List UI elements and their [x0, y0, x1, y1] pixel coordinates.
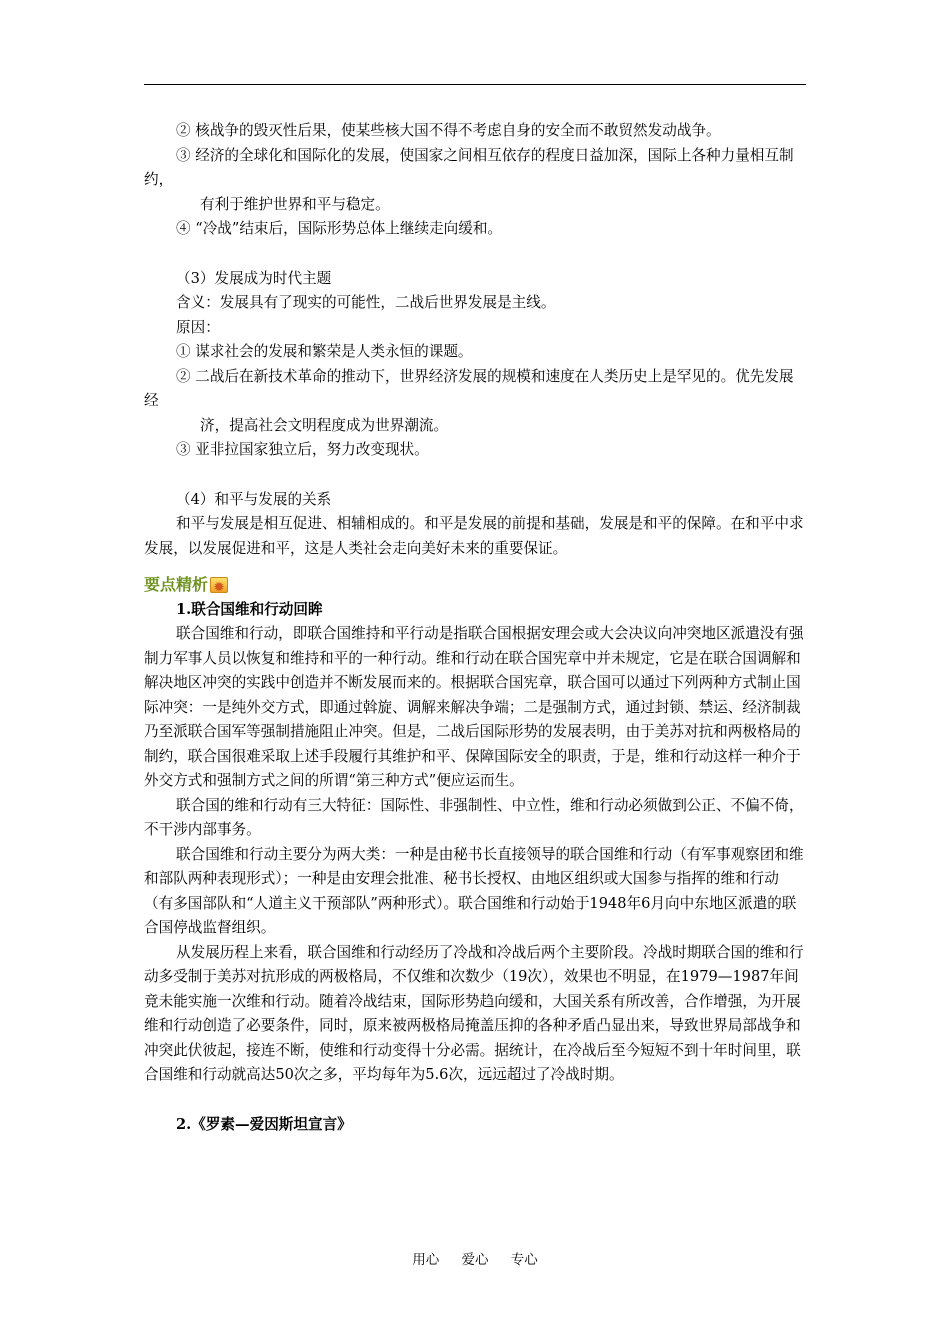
- paragraph: ④ “冷战”结束后，国际形势总体上继续走向缓和。: [176, 220, 503, 237]
- paragraph: ① 谋求社会的发展和繁荣是人类永恒的课题。: [176, 343, 473, 360]
- key-points-label: 要点精析: [144, 575, 209, 594]
- paragraph: ② 二战后在新技术革命的推动下，世界经济发展的规模和速度在人类历史上是罕见的。优先发展经: [144, 367, 794, 409]
- paragraph: 联合国维和行动，即联合国维持和平行动是指联合国根据安理会或大会决议向冲突地区派遣没有强制力军事人员以恢复和维持和平的一种行动。维和行动在联合国宪章中并未规定，它是在联合国调解和解决地区冲突的实践中创造并不断发展而来的。根据联合国宪章，联合国可以通过下列两种方式制止国际冲突：一是纯外交方式，即通过斡旋、调解来解决争端；二是强制方式，通过封锁、禁运、经济制裁乃至派联合国军等强制措施阻止冲突。但是，二战后国际形势的发展表明，由于美苏对抗和两极格局的制约，联合国很难采取上述手段履行其维护和平、保障国际安全的职责，于是，维和行动这样一种介于外交方式和强制方式之间的所谓“第三种方式”便应运而生。: [144, 625, 804, 789]
- paragraph: 含义：发展具有了现实的可能性，二战后世界发展是主线。: [176, 294, 556, 311]
- paragraph: ③ 经济的全球化和国际化的发展，使国家之间相互依存的程度日益加深，国际上各种力量相互制约，: [144, 146, 794, 188]
- page-footer: 用心 爱心 专心: [412, 1252, 538, 1268]
- paragraph: 有利于维护世界和平与稳定。: [200, 195, 390, 213]
- paragraph: ② 核战争的毁灭性后果，使某些核大国不得不考虑自身的安全而不敢贸然发动战争。: [176, 122, 721, 139]
- lightbulb-folder-icon: [210, 577, 228, 593]
- section-title: 1.联合国维和行动回眸: [176, 600, 323, 618]
- key-points-heading: [144, 573, 806, 598]
- paragraph: 原因：: [176, 318, 220, 336]
- paragraph: 济，提高社会文明程度成为世界潮流。: [200, 416, 449, 434]
- paragraph: 联合国维和行动主要分为两大类：一种是由秘书长直接领导的联合国维和行动（有军事观察团和维和部队两种表现形式）；一种是由安理会批准、秘书长授权、由地区组织或大国参与指挥的维和行动（有多国部队和“人道主义干预部队”两种形式）。联合国维和行动始于1948年6月向中东地区派遣的联合国停战监督组织。: [144, 845, 804, 936]
- paragraph: 从发展历程上来看，联合国维和行动经历了冷战和冷战后两个主要阶段。冷战时期联合国的维和行动多受制于美苏对抗形成的两极格局，不仅维和次数少（19次），效果也不明显，在1979—1987年间竟未能实施一次维和行动。随着冷战结束，国际形势趋向缓和，大国关系有所改善，合作增强，为开展维和行动创造了必要条件，同时，原来被两极格局掩盖压抑的各种矛盾凸显出来，导致世界局部战争和冲突此伏彼起，接连不断，使维和行动变得十分必需。据统计，在冷战后至今短短不到十年时间里，联合国维和行动就高达50次之多，平均每年为5.6次，远远超过了冷战时期。: [144, 943, 804, 1083]
- paragraph: 和平与发展是相互促进、相辅相成的。和平是发展的前提和基础，发展是和平的保障。在和平中求发展，以发展促进和平，这是人类社会走向美好未来的重要保证。: [144, 515, 804, 557]
- document-body: [144, 119, 806, 1137]
- section-title: （3）发展成为时代主题: [176, 269, 332, 287]
- paragraph: ③ 亚非拉国家独立后，努力改变现状。: [176, 441, 429, 458]
- header-rule: [144, 84, 806, 85]
- paragraph: 联合国的维和行动有三大特征：国际性、非强制性、中立性，维和行动必须做到公正、不偏不倚，不干涉内部事务。: [144, 796, 804, 838]
- section-title: （4）和平与发展的关系: [176, 490, 332, 508]
- section-title: 2.《罗素—爱因斯坦宣言》: [176, 1115, 352, 1133]
